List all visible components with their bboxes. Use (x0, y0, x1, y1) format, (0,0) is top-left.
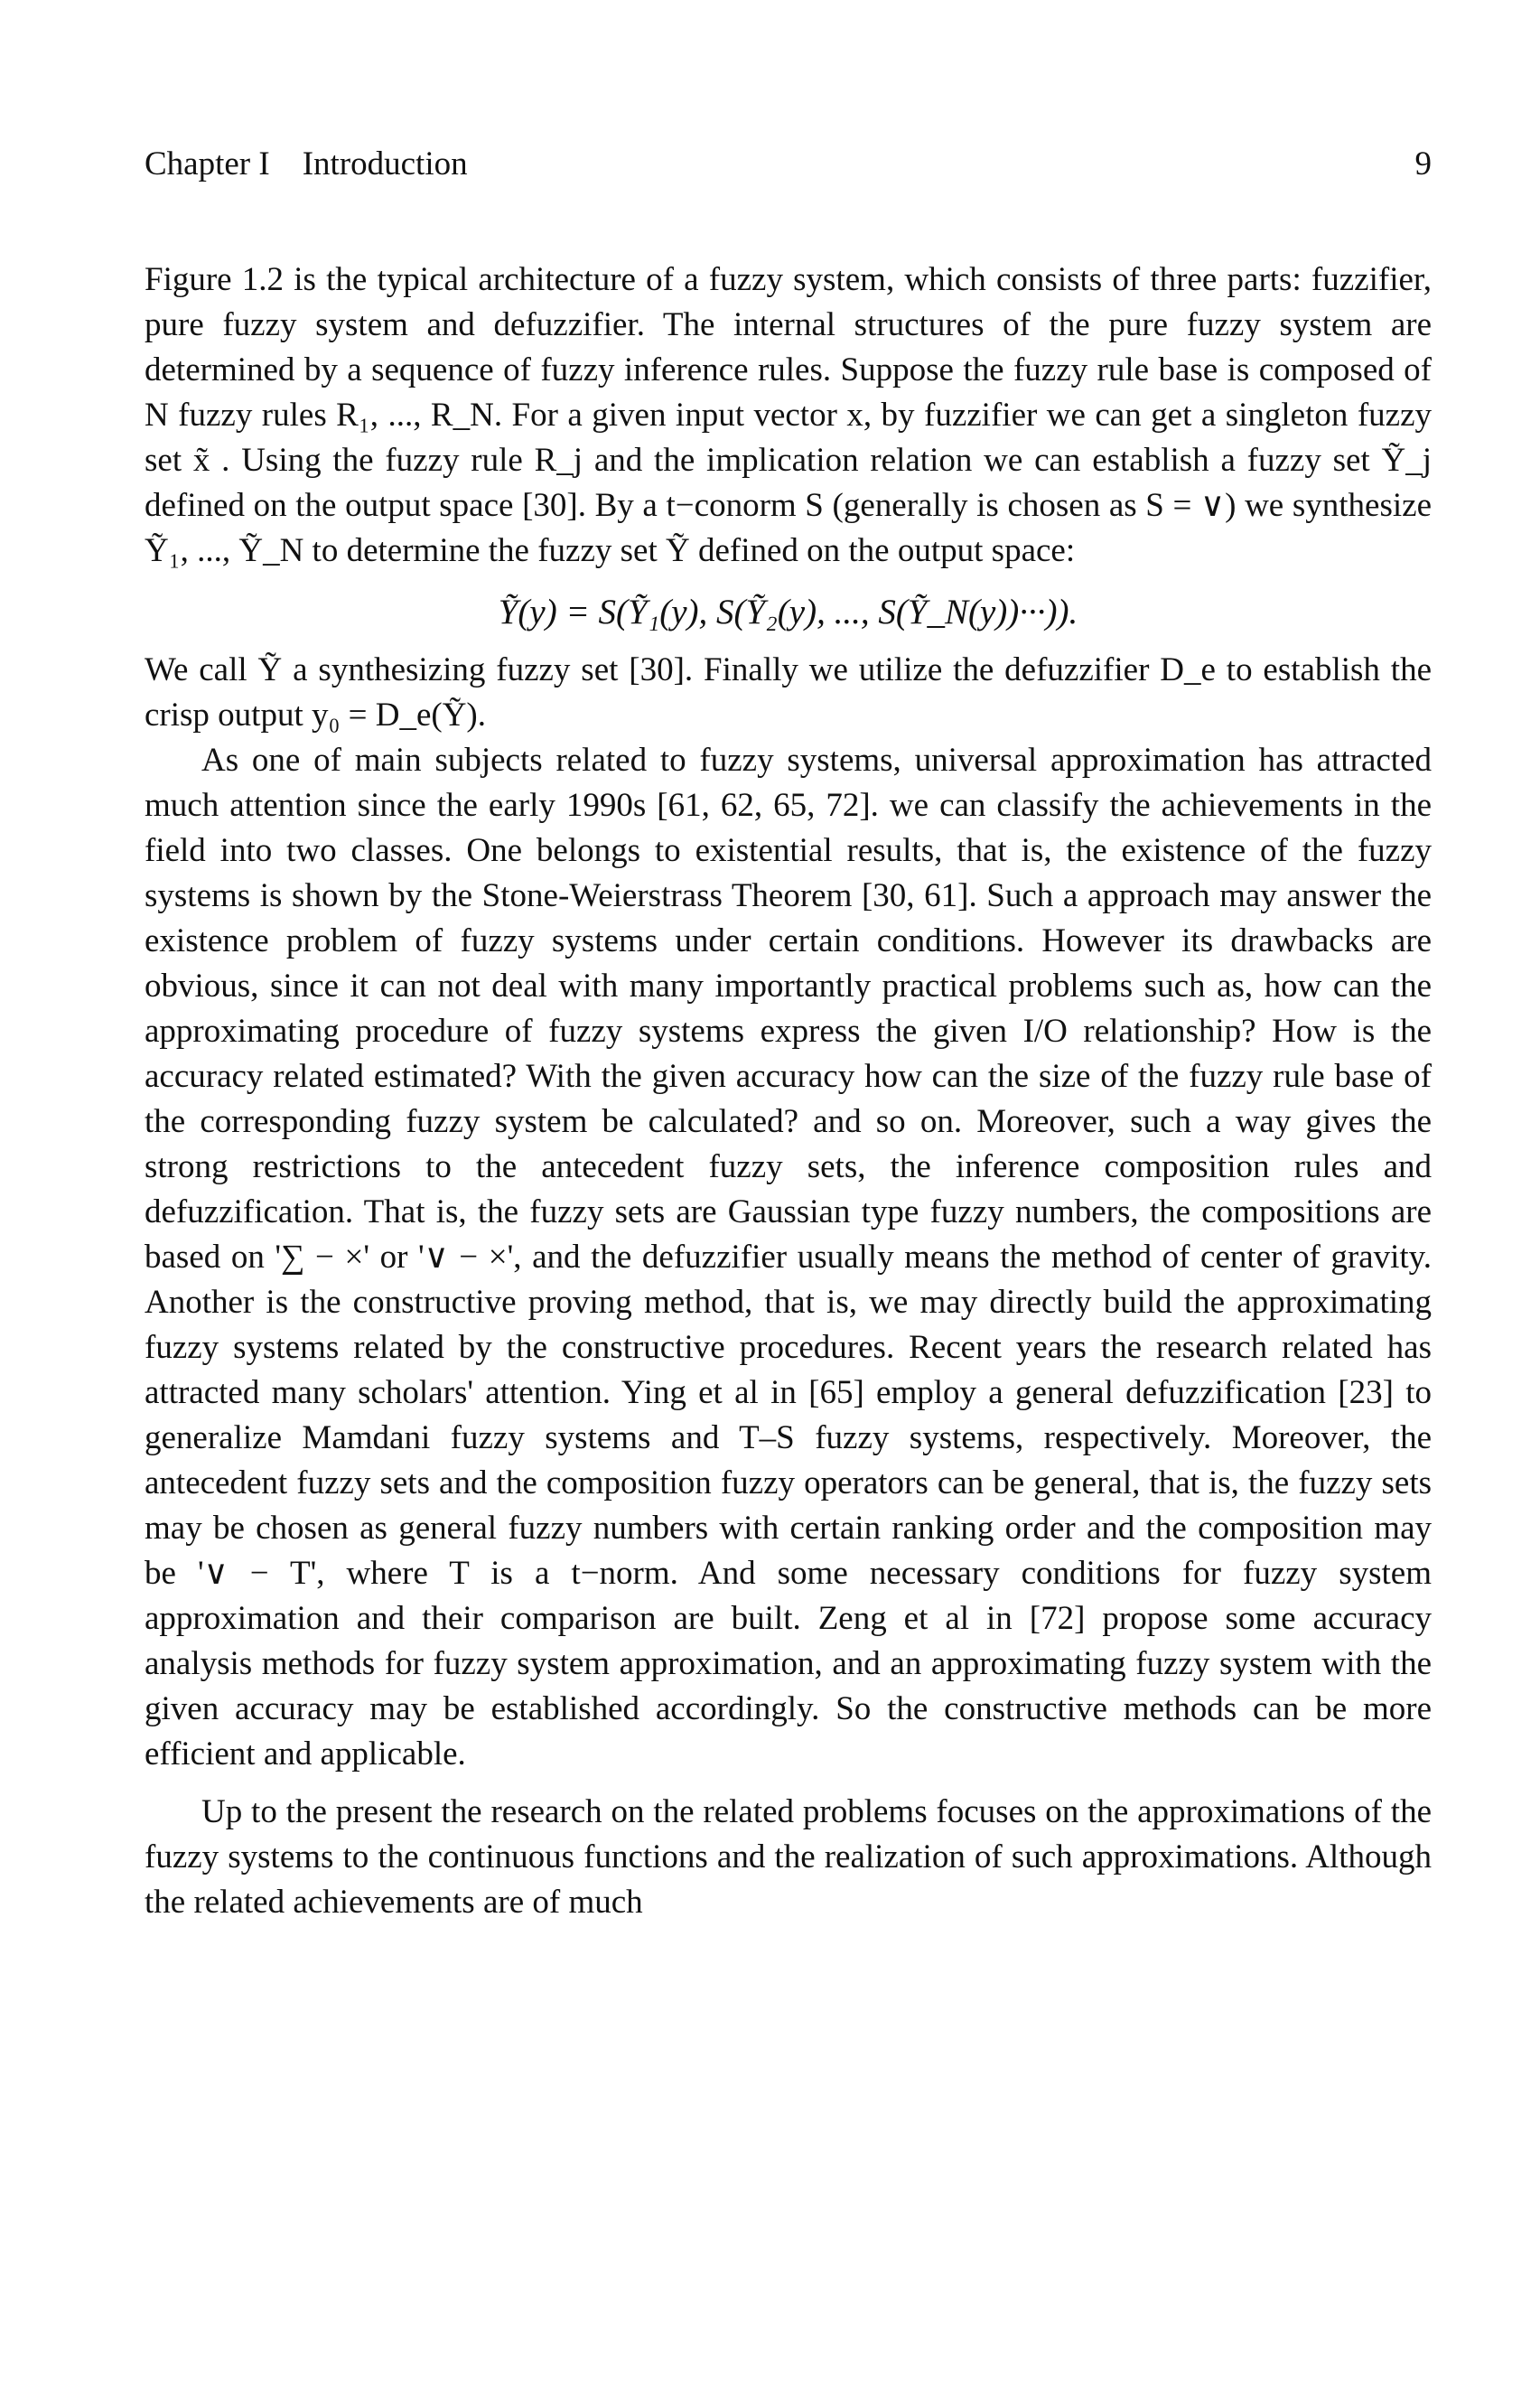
page-number: 9 (1414, 145, 1432, 182)
chapter-title: Introduction (302, 145, 468, 182)
equation-synthesizing-set: Ỹ(y) = S(Ỹ₁(y), S(Ỹ₂(y), ..., S(Ỹ_N(y))···)). (498, 593, 1078, 631)
paragraph-present-research: Up to the present the research on the related problems focuses on the approximations of the fuzzy systems to the continuous functions and the realization of such approximations. Although the related achievements are of much (145, 1793, 1432, 1921)
paragraph-universal-approximation: As one of main subjects related to fuzzy systems, universal approximation has attracted much attention since the early 1990s [61, 62, 65, 72]. we can classify the achievements in the field into two classes. One belongs to existential results, that is, the existence of the fuzzy systems is shown by the Stone-Weierstrass Theorem [30, 61]. Such a approach may answer the existence problem of fuzzy systems under certain conditions. However its drawbacks are obvious, since it can not deal with many importantly practical problems such as, how can the approximating procedure of fuzzy systems express the given I/O relationship? How is the accuracy related estimated? With the given accuracy how can the size of the fuzzy rule base of the corresponding fuzzy system be calculated? and so on. Moreover, such a way gives the strong restrictions to the antecedent fuzzy sets, the inference composition rules and defuzzification. That is, the fuzzy sets are Gaussian type fuzzy numbers, the compositions are based on '∑ − ×' or '∨ − ×', and the defuzzifier usually means the method of center of gravity. Another is the constructive proving method, that is, we may directly build the approximating fuzzy systems related by the constructive procedures. Recent years the research related has attracted many scholars' attention. Ying et al in [65] employ a general defuzzification [23] to generalize Mamdani fuzzy systems and T–S fuzzy systems, respectively. Moreover, the antecedent fuzzy sets and the composition fuzzy operators can be general, that is, the fuzzy sets may be chosen as general fuzzy numbers with certain ranking order and the composition may be '∨ − T', where T is a t−norm. And some necessary conditions for fuzzy system approximation and their comparison are built. Zeng et al in [72] propose some accuracy analysis methods for fuzzy system approximation, and an approximating fuzzy system with the given accuracy may be established accordingly. So the constructive methods can be more efficient and applicable. (145, 742, 1432, 1773)
paragraph-architecture: Figure 1.2 is the typical architecture of a fuzzy system, which consists of three parts: fuzzifier, pure fuzzy system and defuzzifier. The internal structures of the pure fuzzy system are determined by a sequence of fuzzy inference rules. Suppose the fuzzy rule base is composed of N fuzzy rules R₁, ..., R_N. For a given input vector x, by fuzzifier we can get a singleton fuzzy set x̃ . Using the fuzzy rule R_j and the implication relation we can establish a fuzzy set Ỹ_j defined on the output space [30]. By a t−conorm S (generally is chosen as S = ∨) we synthesize Ỹ₁, ..., Ỹ_N to determine the fuzzy set Ỹ defined on the output space: (145, 261, 1432, 569)
chapter-label: Chapter I (145, 145, 270, 182)
page (145, 145, 1432, 1925)
paragraph-synthesizing: We call Ỹ a synthesizing fuzzy set [30]. Finally we utilize the defuzzifier D_e to establish the crisp output y₀ = D_e(Ỹ). (145, 651, 1432, 734)
chapter-heading (145, 145, 468, 183)
running-head (145, 145, 1432, 183)
